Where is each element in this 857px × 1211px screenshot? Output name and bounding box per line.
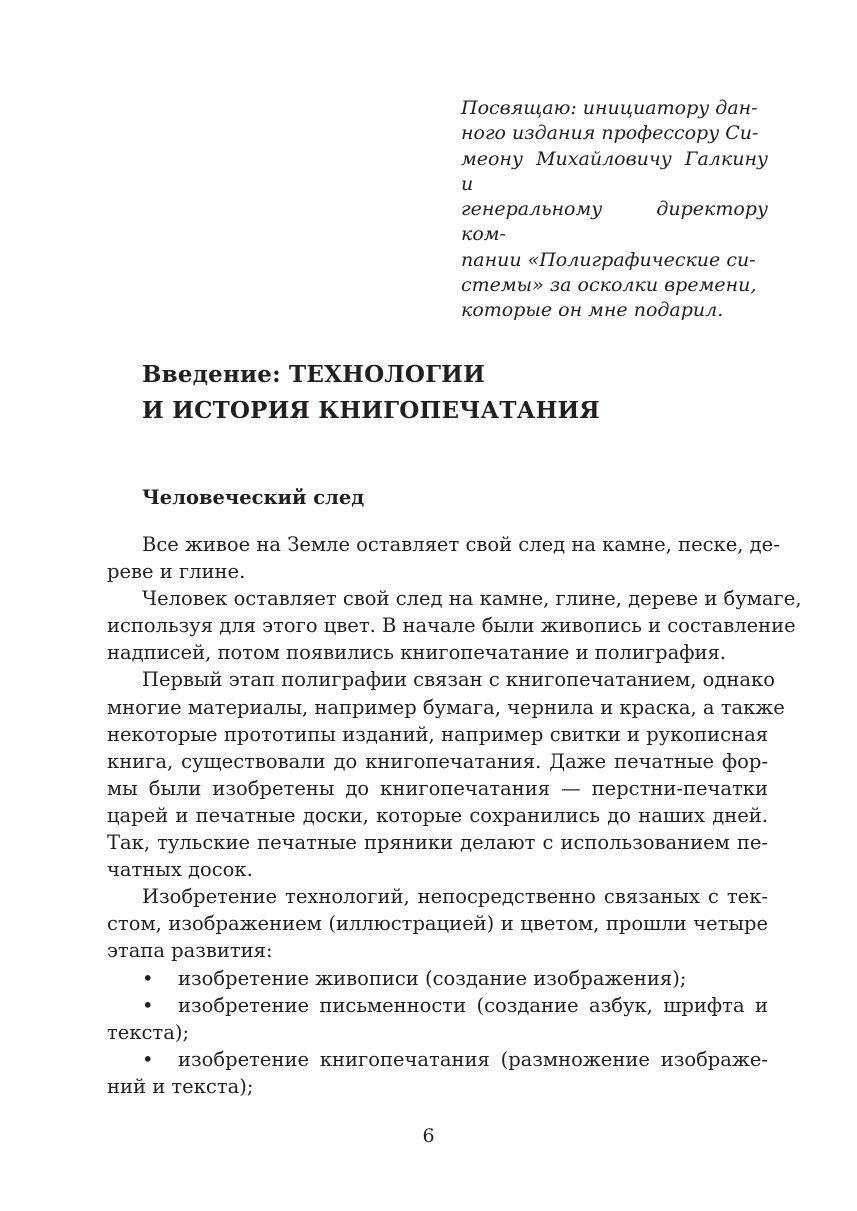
- dedication-line: ного издания профессору Си-: [461, 122, 759, 145]
- paragraph-line: этапа развития:: [107, 939, 273, 963]
- chapter-title: [142, 357, 600, 429]
- dedication-line: меону Михайловичу Галкину и: [461, 147, 768, 195]
- list-item: [107, 992, 768, 1019]
- list-item-continuation: ний и текста);: [107, 1074, 254, 1098]
- list-item-text: изобретение книгопечатания (размножение изображе-: [178, 1047, 768, 1071]
- list-item: [107, 1046, 768, 1073]
- list-item-continuation: текста);: [107, 1020, 190, 1044]
- paragraph-line: многие материалы, например бумага, чернила и краска, а также: [107, 695, 785, 719]
- paragraph-line: Все живое на Земле оставляет свой след на камне, песке, де-: [142, 533, 780, 556]
- list-item-text: изобретение живописи (создание изображения);: [178, 966, 687, 990]
- paragraph-line: Первый этап полиграфии связан с книгопечатанием, однако: [142, 668, 775, 692]
- dedication-line: пании «Полиграфические си-: [461, 248, 756, 271]
- paragraph-line: царей и печатные доски, которые сохранились до наших дней.: [107, 803, 768, 827]
- dedication-line: которые он мне подарил.: [461, 299, 724, 322]
- dedication-line: стемы» за осколки времени,: [461, 274, 757, 297]
- paragraph-line: мы были изобретены до книгопечатания — перстни-печатки: [107, 776, 768, 800]
- list-item: [107, 965, 768, 992]
- paragraph-line: некоторые прототипы изданий, например свитки и рукописная: [107, 722, 768, 746]
- paragraph-line: Изобретение технологий, непосредственно связаных с тек-: [142, 885, 768, 909]
- paragraph-line: книга, существовали до книгопечатания. Даже печатные фор-: [107, 749, 768, 773]
- section-title: Человеческий след: [142, 486, 365, 509]
- chapter-title-line: И ИСТОРИЯ КНИГОПЕЧАТАНИЯ: [142, 397, 600, 424]
- paragraph-line: чатных досок.: [107, 858, 253, 882]
- page-number: 6: [422, 1125, 435, 1147]
- chapter-title-line: Введение: ТЕХНОЛОГИИ: [142, 361, 486, 388]
- paragraph-line: стом, изображением (иллюстрацией) и цветом, прошли четыре: [107, 912, 768, 936]
- paragraph-line: используя для этого цвет. В начале были живопись и составление: [107, 614, 796, 638]
- paragraph-line: надписей, потом появились книгопечатание и полиграфия.: [107, 641, 726, 665]
- bullet-icon: •: [142, 1047, 154, 1071]
- body-text: [107, 531, 802, 1100]
- bullet-icon: •: [142, 966, 154, 990]
- paragraph-line: Человек оставляет свой след на камне, глине, дереве и бумаге,: [142, 587, 802, 611]
- paragraph-line: реве и глине.: [107, 560, 246, 584]
- dedication: [461, 96, 768, 324]
- dedication-line: Посвящаю: инициатору дан-: [461, 97, 758, 119]
- dedication-line: генеральному директору ком-: [461, 198, 768, 246]
- paragraph-line: Так, тульские печатные пряники делают с использованием пе-: [107, 831, 768, 855]
- bullet-icon: •: [142, 993, 154, 1017]
- list-item-text: изобретение письменности (создание азбук, шрифта и: [178, 993, 768, 1017]
